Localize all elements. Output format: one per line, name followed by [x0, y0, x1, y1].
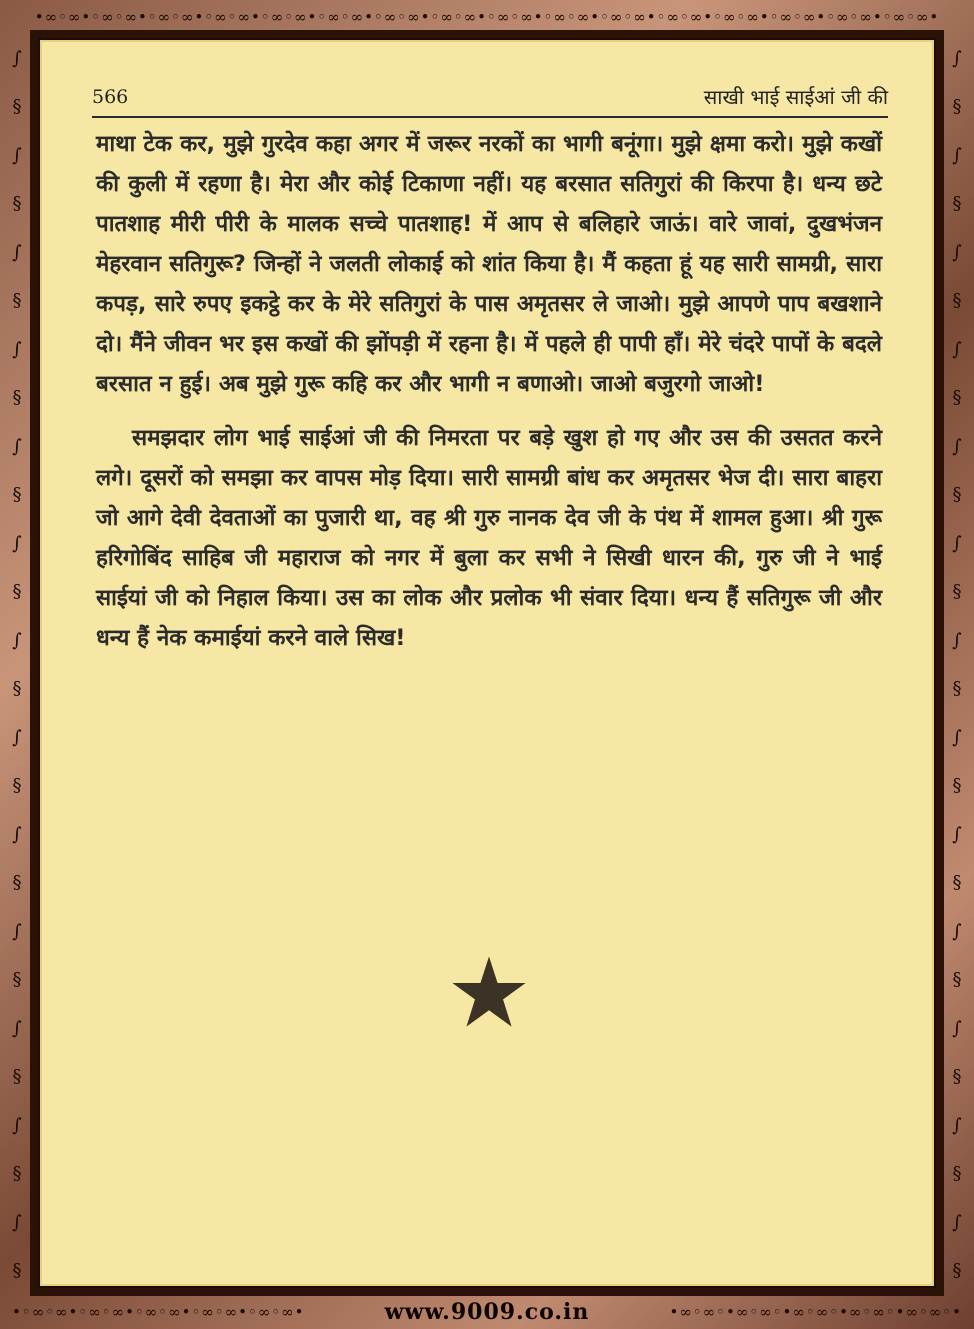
- paragraph-2: समझदार लोग भाई साईआं जी की निमरता पर बड़े खुश हो गए और उस की उसतत करने लगे। दूसरों को समझा कर वापस मोड़ दिया। सारी सामग्री बांध कर अमृतसर भेज दी। सारा बाहरा जो आगे देवी देवताओं का पुजारी था, वह श्री गुरु नानक देव जी के पंथ में शामल हुआ। श्री गुरू हरिगोबिंद साहिब जी महाराज को नगर में बुला कर सभी ने सिखी धारन की, गुरु जी ने भाई साईयां जी को निहाल किया। उस का लोक और प्रलोक भी संवार दिया। धन्य हैं सतिगुरू जी और धन्य हैं नेक कमाईयां करने वाले सिख!: [96, 425, 882, 651]
- book-page: [38, 38, 936, 1288]
- paragraph-1: माथा टेक कर, मुझे गुरदेव कहा अगर में जरूर नरकों का भागी बनूंगा। मुझे क्षमा करो। मुझे कखों की कुली में रहणा है। मेरा और कोई टिकाणा नहीं। यह बरसात सतिगुरां की किरपा है। धन्य छटे पातशाह मीरी पीरी के मालक सच्चे पातशाह! में आप से बलिहारे जाऊं। वारे जावां, दुखभंजन मेहरवान सतिगुरू? जिन्हों ने जलती लोकाई को शांत किया है। मैं कहता हूं यह सारी सामग्री, सारा कपड़, सारे रुपए इकट्ठे कर के मेरे सतिगुरां के पास अमृतसर ले जाओ। मुझे आपणे पाप बखशाने दो। मैंने जीवन भर इस कखों की झोंपड़ी में रहना है। में पहले ही पापी हाँ। मेरे चंदरे पापों के बदले बरसात न हुई। अब मुझे गुरू कहि कर और भागी न बणाओ। जाओ बजुरगो जाओ!: [96, 131, 882, 397]
- top-ornament-border: •∞◦∞•◦∞◦∞•◦∞◦∞•◦∞◦∞•◦∞◦∞•◦∞◦∞•◦∞◦∞•◦∞◦∞•◦∞◦∞•◦∞◦∞•◦∞◦∞•◦∞◦∞•◦∞◦∞•◦∞◦∞•◦∞◦∞•◦∞◦∞•: [34, 8, 940, 26]
- star-shape: [452, 957, 525, 1027]
- right-ornament-border: ∫ § ∫ § ∫ § ∫ § ∫ § ∫ § ∫ § ∫ § ∫ § ∫ § ∫ § ∫ § ∫ §: [952, 47, 962, 1282]
- bottom-ornament-left: •◦∞◦∞•◦∞◦∞•◦∞◦∞•◦∞◦∞•◦∞◦∞•: [12, 1303, 305, 1321]
- left-ornament-border: ∫ § ∫ § ∫ § ∫ § ∫ § ∫ § ∫ § ∫ § ∫ § ∫ § ∫ § ∫ § ∫ §: [12, 47, 22, 1282]
- page-header: [92, 76, 888, 118]
- bottom-ornament-right: •∞◦∞◦•∞◦∞◦•∞◦∞◦•∞◦∞◦•∞◦∞◦•: [669, 1303, 962, 1321]
- website-link[interactable]: www.9009.co.in: [384, 1299, 590, 1325]
- page-body: [96, 124, 882, 658]
- star-icon: [450, 955, 528, 1029]
- page-number: 566: [92, 86, 129, 108]
- bottom-ornament-border: [0, 1295, 974, 1329]
- running-title: साखी भाई साईआं जी की: [703, 85, 888, 109]
